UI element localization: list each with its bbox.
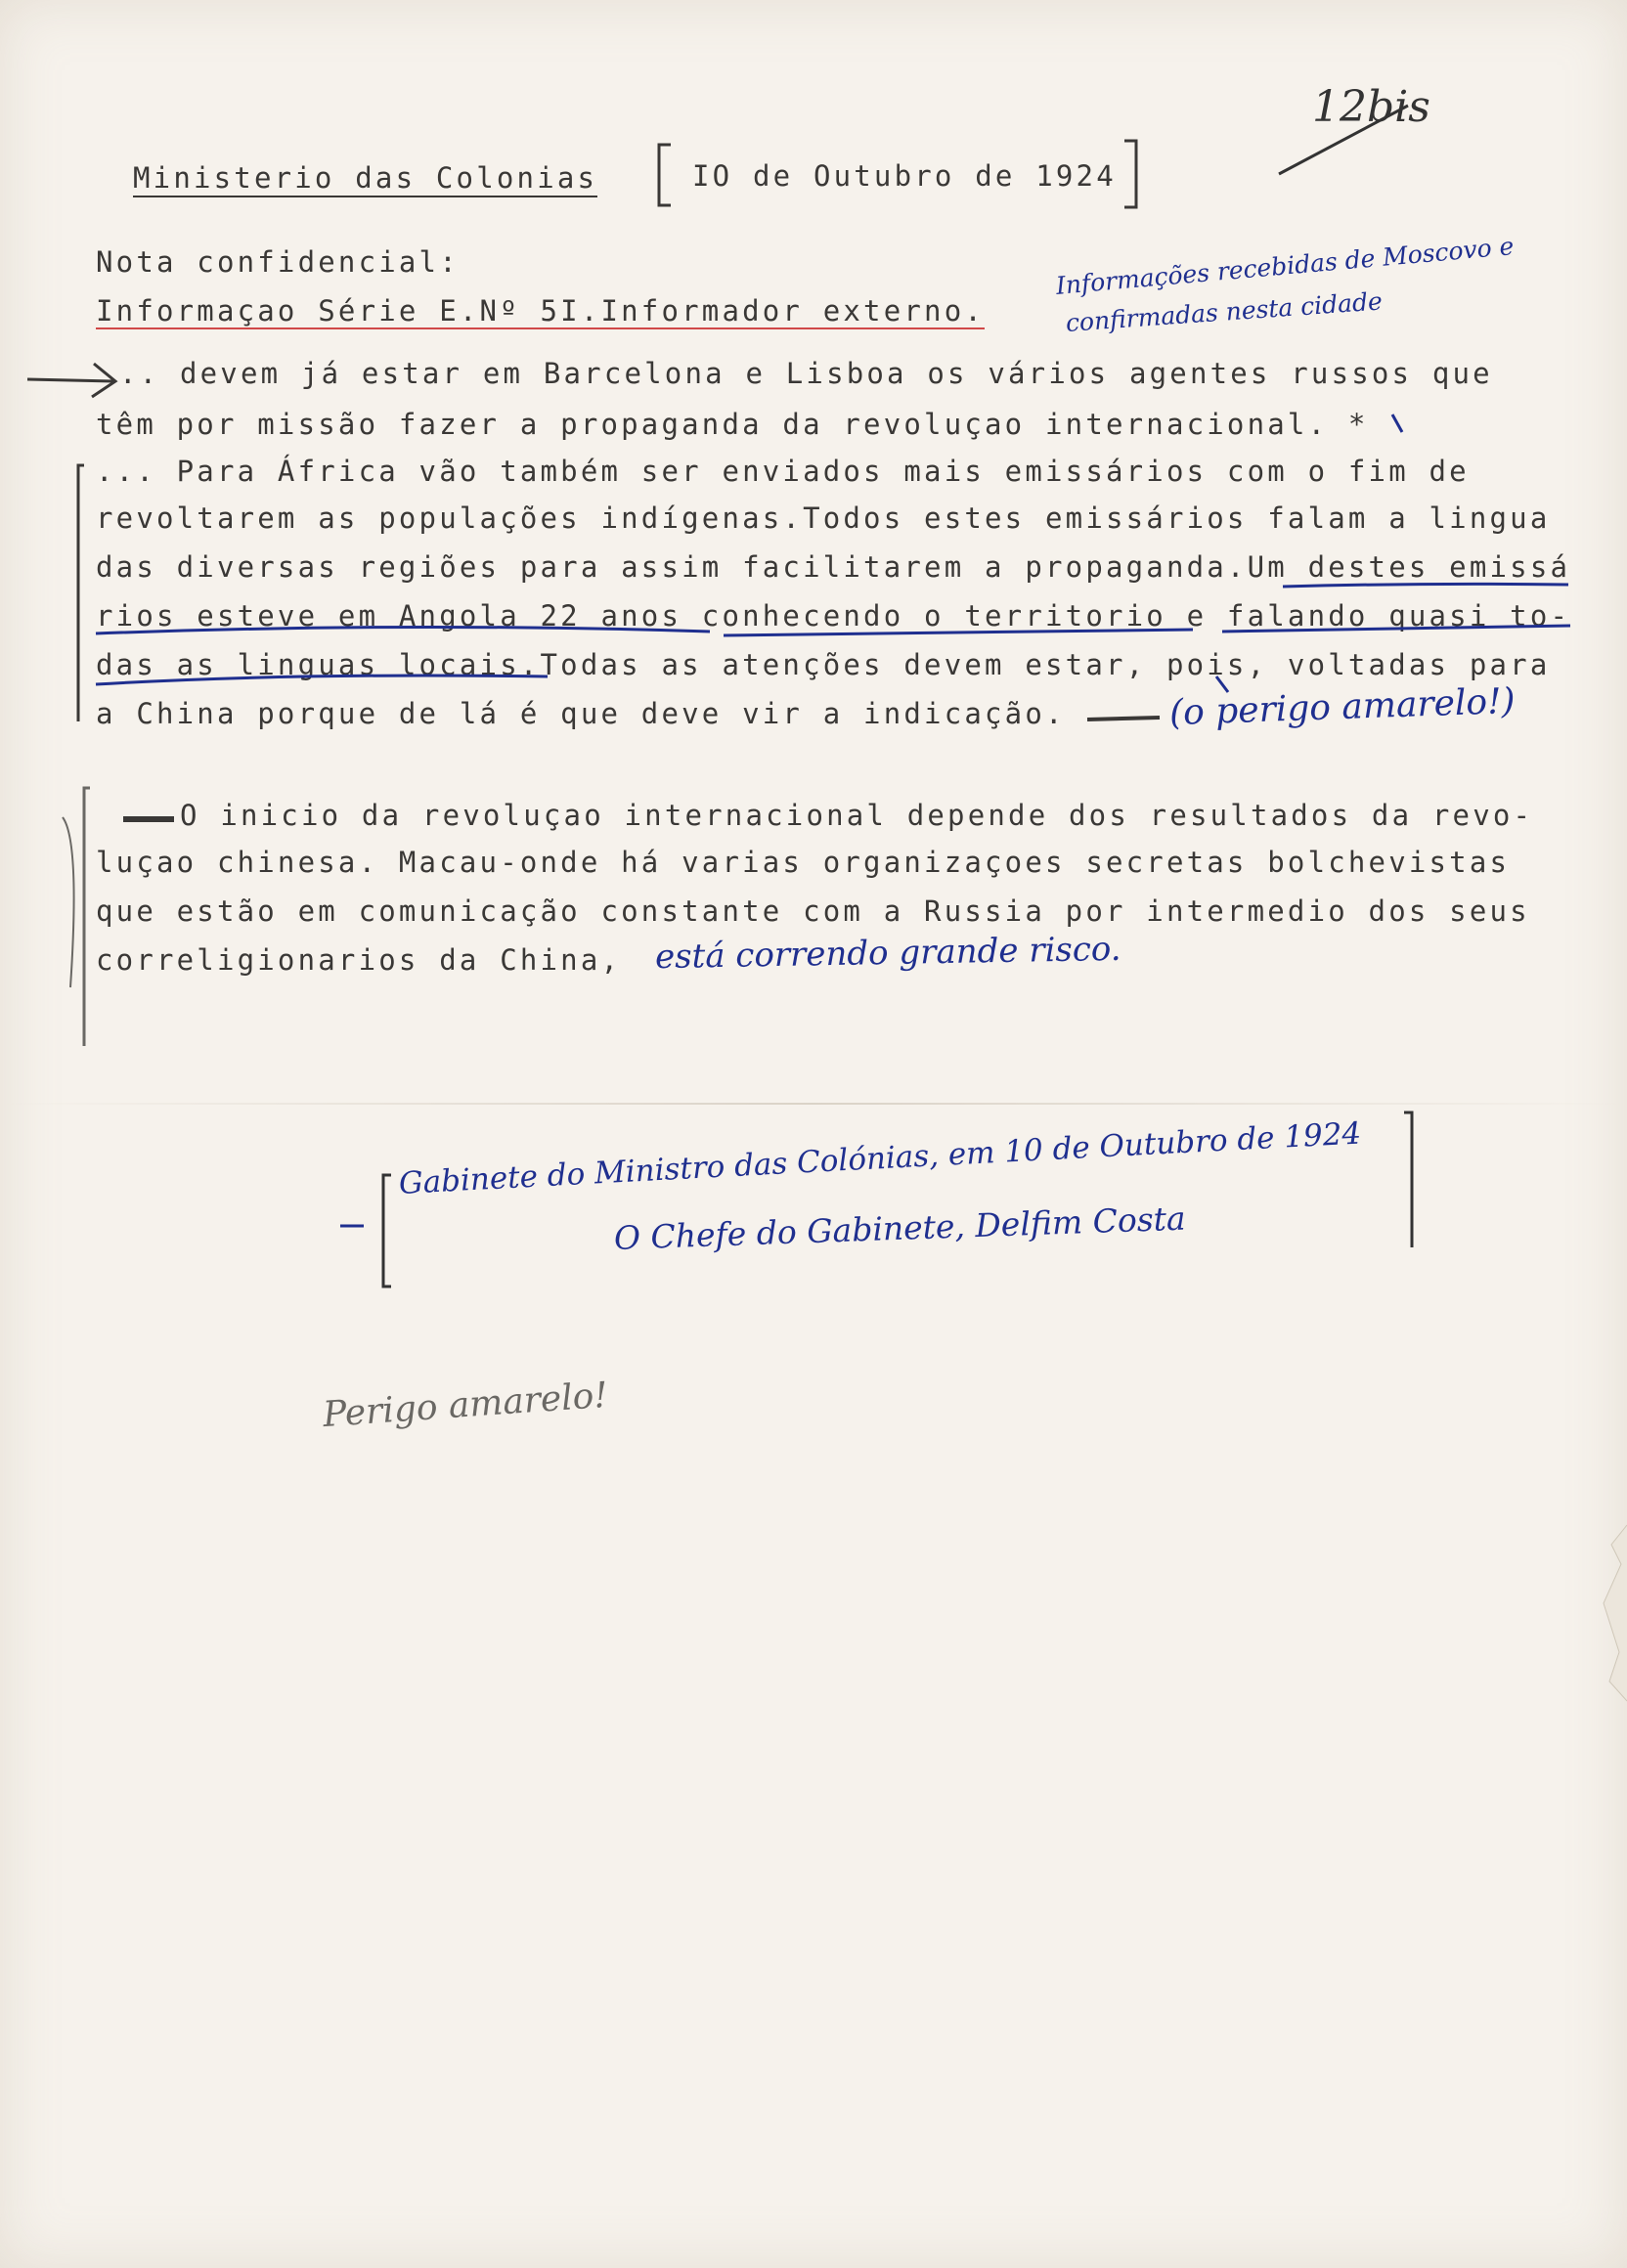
handwritten-continuation: está correndo grande risco. — [654, 929, 1121, 978]
signature-line-2: O Chefe do Gabinete, Delfim Costa — [613, 1199, 1187, 1257]
para2-line-4: correligionarios da China, — [96, 943, 622, 977]
margin-note-line-2: confirmadas nesta cidade — [1064, 286, 1384, 337]
blue-underlines — [96, 414, 1570, 692]
document-date: IO de Outubro de 1924 — [692, 159, 1117, 193]
body-line-7: das as linguas locais.Todas as atenções devem estar, pois, voltadas para — [96, 648, 1551, 681]
signature-line-1: Gabinete do Ministro das Colónias, em 10 de Outubro de 1924 — [398, 1115, 1363, 1201]
folio-stroke — [1279, 106, 1408, 174]
dash-mark — [1087, 718, 1160, 720]
para2-line-1: O inicio da revoluçao internacional depende dos resultados da revo- — [180, 799, 1534, 832]
date-bracket-left — [659, 145, 671, 205]
margin-bracket-2 — [84, 788, 90, 1046]
signature-bracket-left — [383, 1175, 391, 1287]
pencil-note: Perigo amarelo! — [321, 1374, 610, 1436]
margin-note-line-1: Informações recebidas de Moscovo e — [1054, 232, 1516, 300]
date-bracket-right — [1124, 141, 1136, 207]
body-line-1: .. devem já estar em Barcelona e Lisboa os vários agentes russos que — [119, 357, 1493, 390]
para2-line-2: luçao chinesa. Macau-onde há varias organizaçoes secretas bolchevistas — [96, 846, 1511, 879]
ministry-heading: Ministerio das Colonias — [133, 164, 597, 197]
folio-number: 12bis — [1312, 82, 1430, 132]
signature-bracket-right — [1404, 1112, 1412, 1247]
series-line: Informaçao Série E.Nº 5I.Informador externo. — [96, 294, 986, 327]
torn-edge — [1604, 1525, 1627, 1701]
arrow-mark — [27, 364, 115, 397]
body-line-4: revoltarem as populações indígenas.Todos estes emissários falam a lingua — [96, 502, 1551, 535]
note-heading: Nota confidencial: — [96, 245, 460, 279]
body-line-6: rios esteve em Angola 22 anos conhecendo o territorio e falando quasi to- — [96, 599, 1571, 632]
handwritten-remark: (o perigo amarelo!) — [1168, 680, 1517, 734]
para2-line-3: que estão em comunicação constante com a Russia por intermedio dos seus — [96, 894, 1530, 928]
body-line-2: têm por missão fazer a propaganda da revoluçao internacional. * — [96, 408, 1369, 441]
pencil-star-mark — [63, 817, 74, 987]
body-line-5: das diversas regiões para assim facilitarem a propaganda.Um destes emissá — [96, 550, 1571, 584]
margin-bracket-1 — [78, 465, 84, 721]
body-line-3: ... Para África vão também ser enviados mais emissários com o fim de — [96, 455, 1470, 488]
body-line-8: a China porque de lá é que deve vir a indicação. — [96, 697, 1066, 730]
